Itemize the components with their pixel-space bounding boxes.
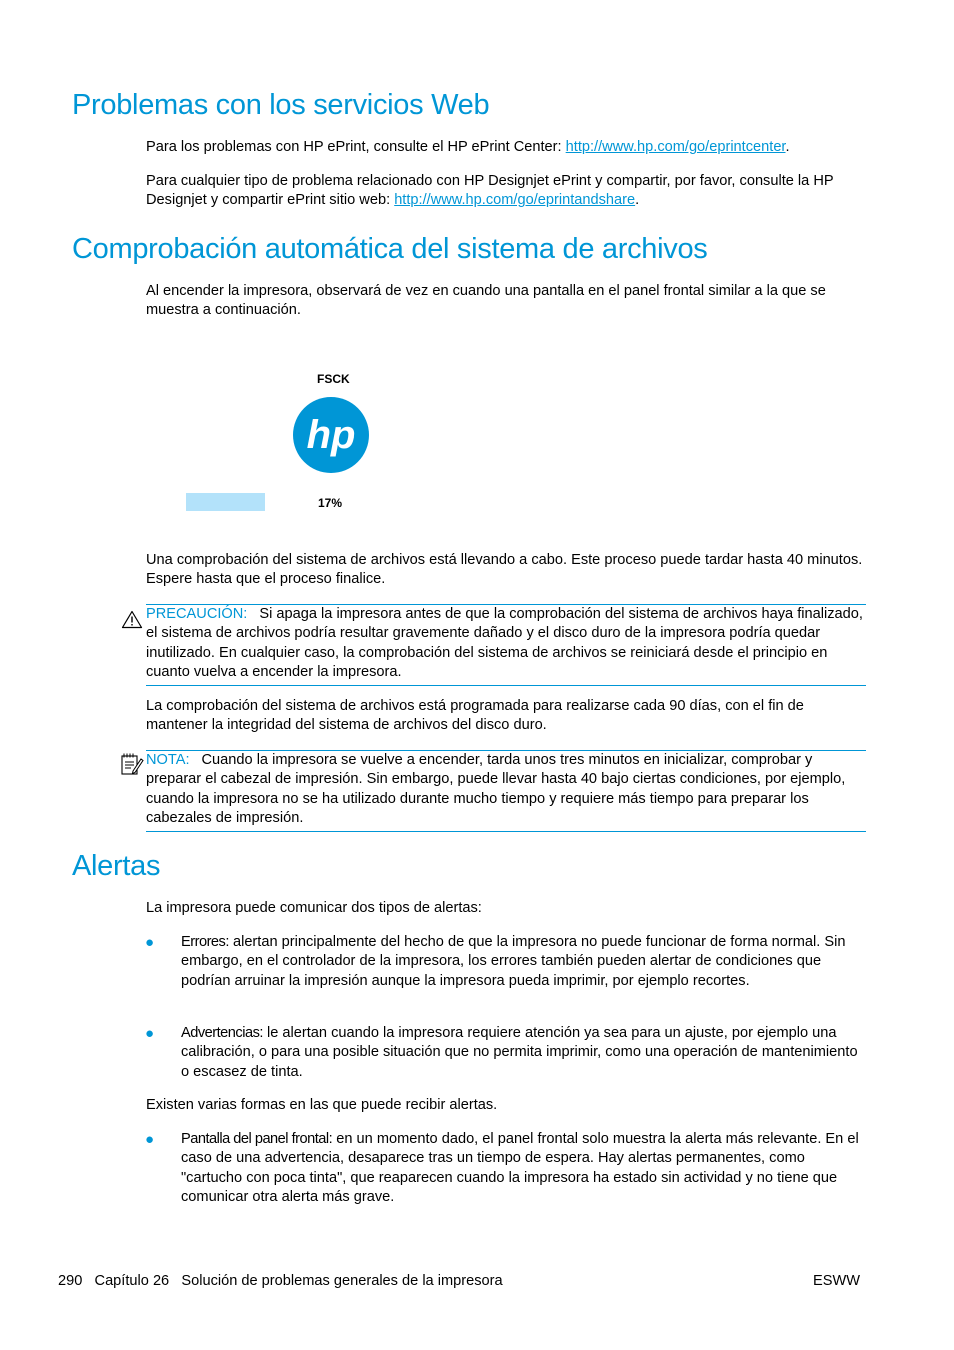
chapter-number: Capítulo 26 [94, 1273, 170, 1289]
fsck-running-paragraph: Una comprobación del sistema de archivos está llevando a cabo. Este proceso puede tardar hasta 40 minutos. Espere hasta que el proceso finalice. [146, 552, 863, 588]
alert-way-front-panel [181, 1130, 866, 1208]
fsck-progress-fill [186, 493, 265, 511]
caution-box [146, 604, 866, 686]
section-title-alerts: Alertas [72, 850, 161, 882]
bullet-icon: ● [145, 934, 155, 951]
note-notepad-icon [120, 752, 144, 776]
alert-way-term: Pantalla del panel frontal: [181, 1131, 333, 1147]
web-services-paragraph-2 [146, 172, 866, 211]
paragraph-text: Para los problemas con HP ePrint, consulte el HP ePrint Center: [146, 139, 566, 155]
alerts-intro-paragraph: La impresora puede comunicar dos tipos de alertas: [146, 900, 482, 916]
hp-logo-text: hp [306, 413, 356, 457]
caution-text: Si apaga la impresora antes de que la comprobación del sistema de archivos haya finalizado, el sistema de archivos podría resultar gravemente dañado y el disco duro de la impresora podría quedar inutilizado. En cualquier caso, la comprobación del sistema de archivos se reiniciará desde el principio en cuanto vuelva a encender la impresora. [146, 606, 863, 681]
alert-type-text: le alertan cuando la impresora requiere atención ya sea para un ajuste, por ejemplo una calibración, o para una posible situación que no permita imprimir, como una operación de mantenimiento o escasez de tinta. [181, 1025, 858, 1080]
fsck-screen-label: FSCK [317, 372, 350, 386]
note-text: Cuando la impresora se vuelve a encender, tarda unos tres minutos en inicializar, comprobar y preparar el cabezal de impresión. Sin embargo, puede llevar hasta 40 bajo ciertas condiciones, por ejemplo, cuando la impresora no se ha utilizado durante mucho tiempo y requiere más tiempo para preparar los cabezales de impresión. [146, 752, 846, 827]
caution-label: PRECAUCIÓN: [146, 606, 248, 622]
hp-logo-icon [292, 396, 370, 474]
alert-type-warnings [181, 1024, 866, 1082]
fsck-progress-percent: 17% [318, 496, 343, 510]
chapter-title: Solución de problemas generales de la impresora [181, 1273, 503, 1289]
alert-type-errors [181, 933, 866, 991]
fsck-intro-paragraph: Al encender la impresora, observará de vez en cuando una pantalla en el panel frontal similar a la que se muestra a continuación. [146, 283, 826, 319]
page-number: 290 [58, 1273, 83, 1289]
alert-type-term: Advertencias: [181, 1025, 263, 1041]
fsck-progress-bar [186, 493, 265, 511]
section-title-fsck: Comprobación automática del sistema de archivos [72, 233, 708, 265]
footer-locale: ESWW [813, 1273, 861, 1289]
alert-type-term: Errores: [181, 934, 229, 950]
alert-type-text: alertan principalmente del hecho de que la impresora no puede funcionar de forma normal. Sin embargo, en el controlador de la impresora, los errores también pueden alertar de condiciones que podrían arruinar la impresión aunque la impresora pueda imprimir, por ejemplo recortes. [181, 934, 846, 989]
note-label: NOTA: [146, 752, 190, 768]
paragraph-end: . [785, 139, 790, 155]
web-services-paragraph-1 [146, 138, 866, 157]
eprintcenter-link[interactable]: http://www.hp.com/go/eprintcenter [565, 139, 786, 155]
fsck-schedule-paragraph: La comprobación del sistema de archivos está programada para realizarse cada 90 días, con el fin de mantener la integridad del sistema de archivos del disco duro. [146, 698, 804, 734]
eprintandshare-link[interactable]: http://www.hp.com/go/eprintandshare [394, 192, 636, 209]
footer-left [58, 1272, 503, 1290]
warning-triangle-icon [121, 610, 143, 629]
paragraph-text: Para cualquier tipo de problema relacionado con HP Designjet ePrint y compartir, por favor, consulte la HP Designjet y compartir ePrint sitio web: [146, 173, 834, 209]
section-title-web-services: Problemas con los servicios Web [72, 89, 490, 121]
bullet-icon: ● [145, 1025, 155, 1042]
note-box [146, 750, 866, 832]
alert-way-text: en un momento dado, el panel frontal solo muestra la alerta más relevante. En el caso de una advertencia, desaparece tras un tiempo de espera. Hay alertas permanentes, como "cartucho con poca tinta", que reaparecen cuando la impresora ha estado sin actividad y no tiene que comunicar otra alerta más grave. [181, 1131, 859, 1206]
paragraph-end: . [635, 192, 640, 209]
alert-ways-paragraph: Existen varias formas en las que puede recibir alertas. [146, 1097, 498, 1113]
bullet-icon: ● [145, 1131, 155, 1148]
